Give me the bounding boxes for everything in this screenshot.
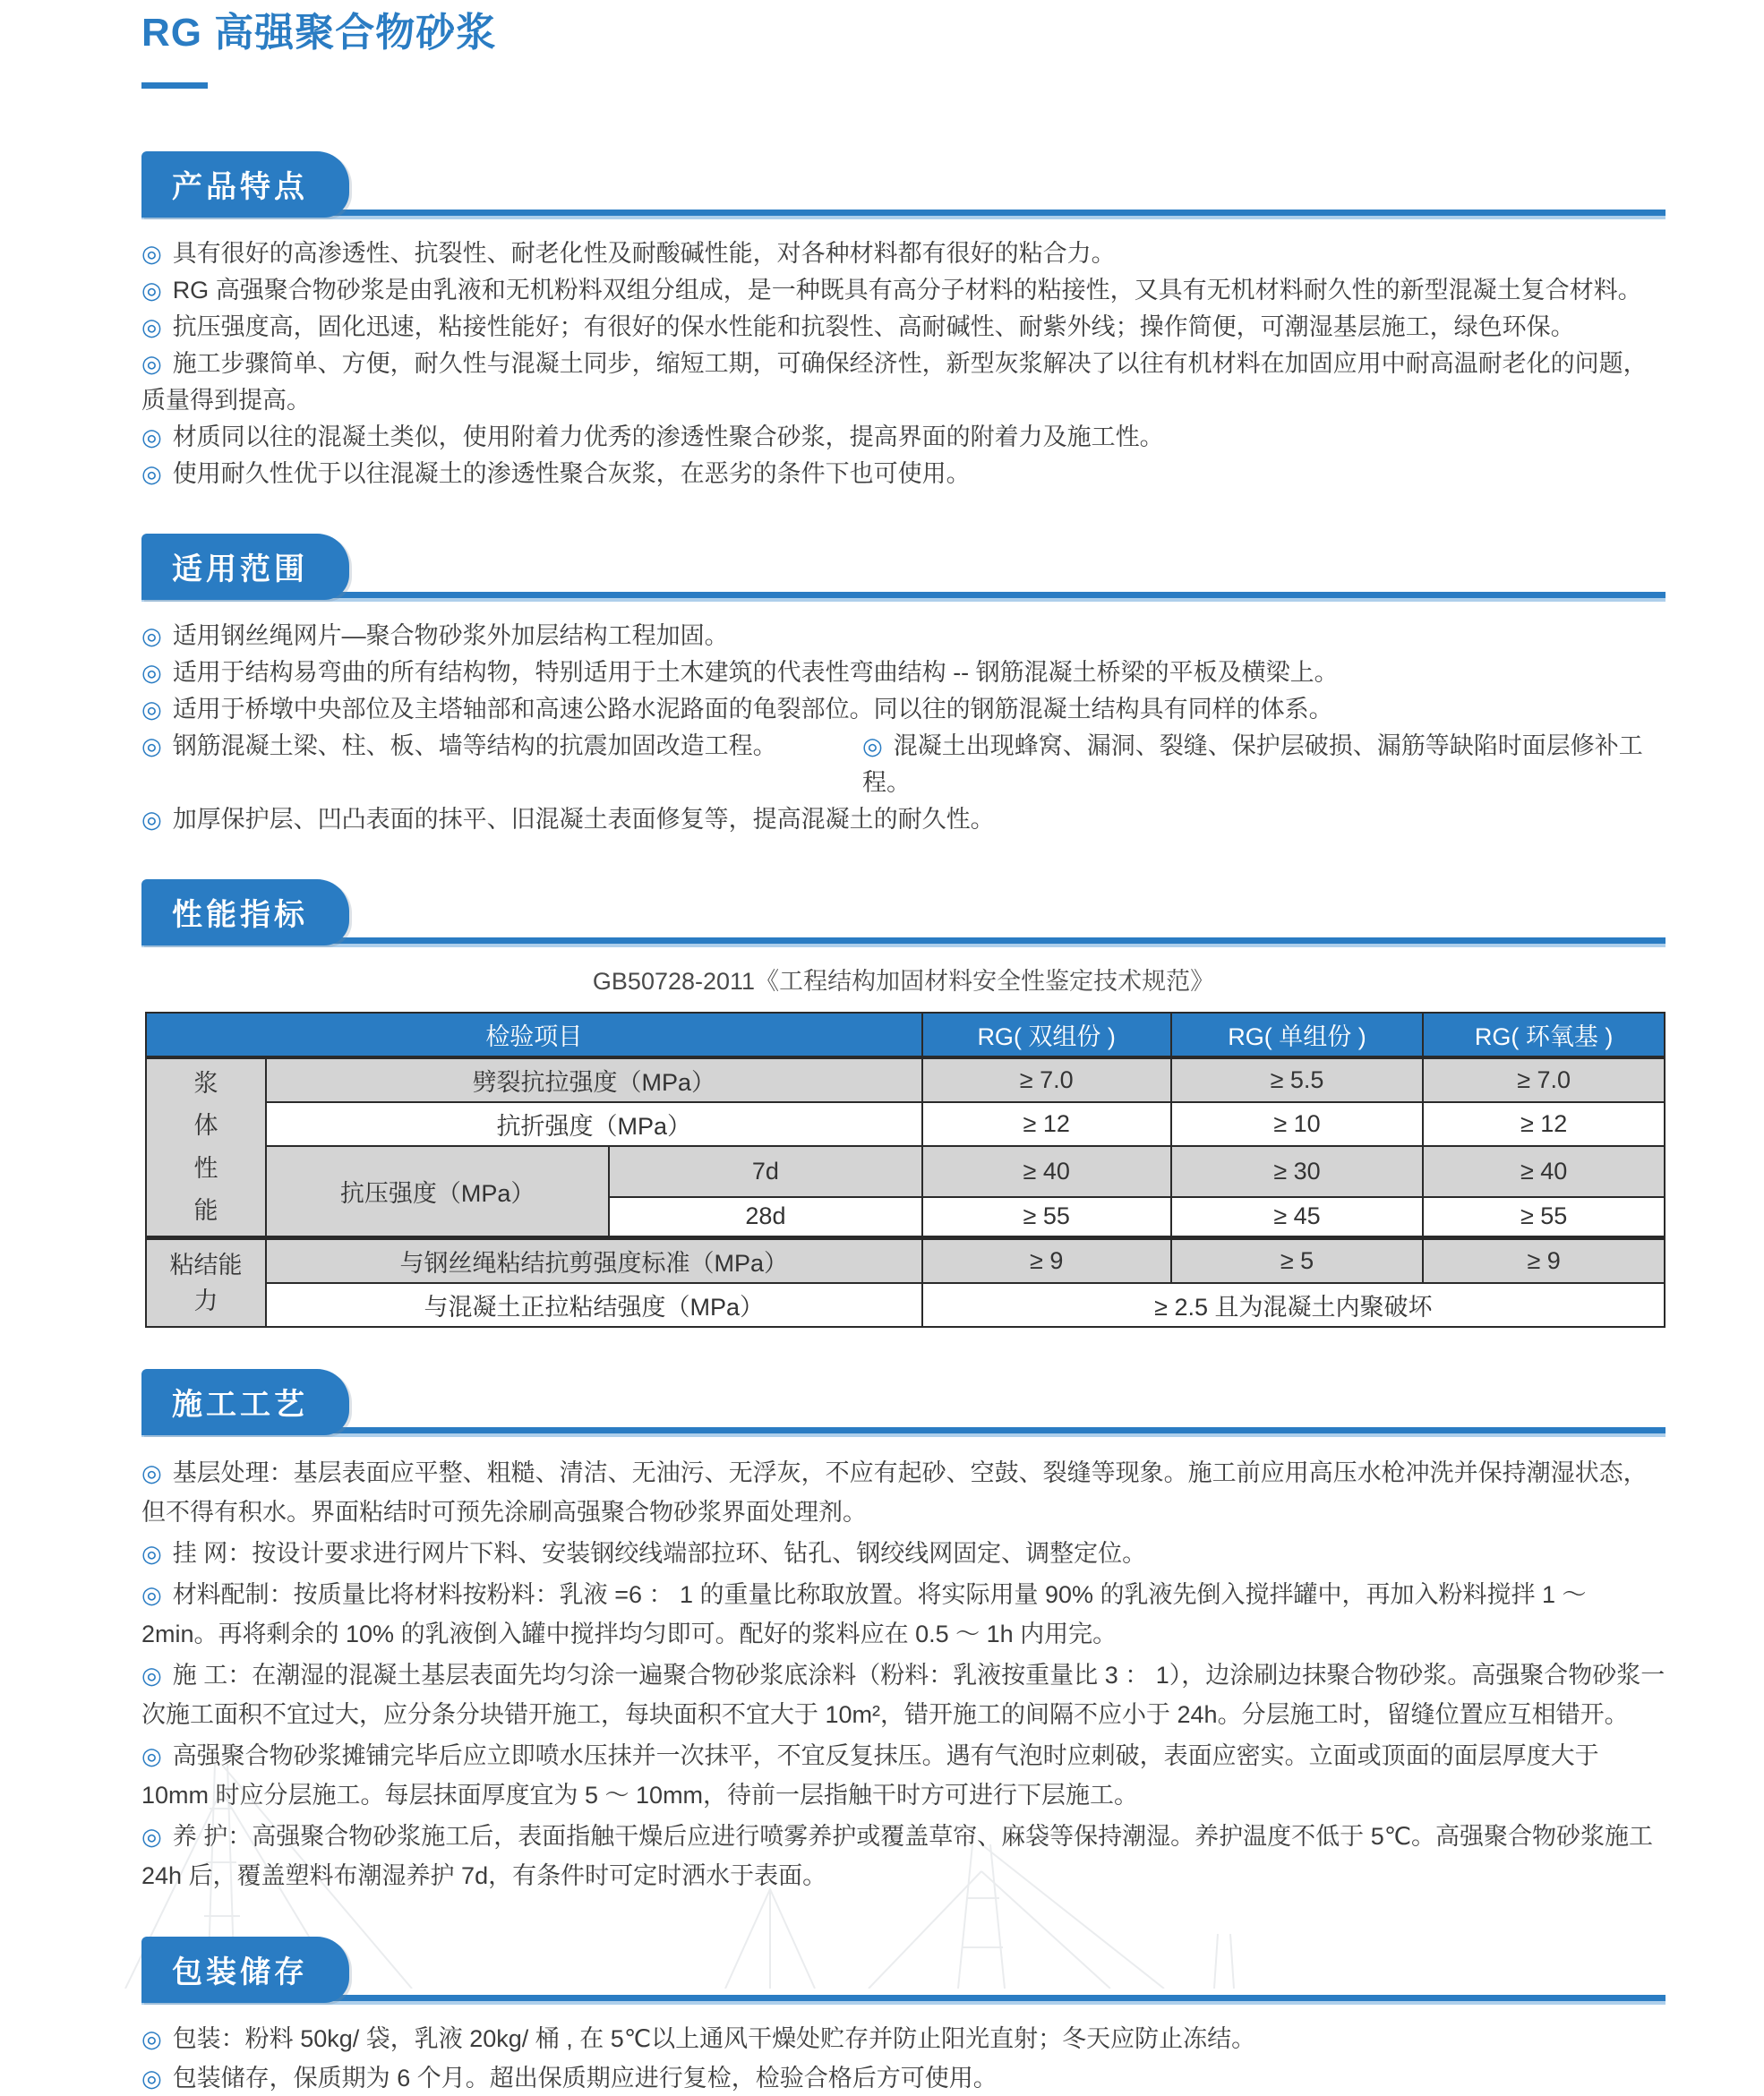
bullet-icon: ◎: [141, 696, 162, 723]
bullet-icon: ◎: [141, 1742, 162, 1769]
list-item-text: 材质同以往的混凝土类似，使用附着力优秀的渗透性聚合砂浆，提高界面的附着力及施工性。: [172, 423, 1164, 450]
packaging-list: [141, 2021, 1666, 2096]
list-item-segment: [141, 277, 1642, 304]
scope-list: [141, 618, 1666, 838]
header-cell-rg-epoxy: RG( 环氧基 ): [1423, 1013, 1665, 1057]
list-item-segment: [141, 460, 971, 487]
list-item-segment: [141, 240, 1116, 267]
subitem-cell-28d: 28d: [609, 1197, 921, 1238]
list-item: [141, 654, 1666, 691]
value-cell: ≥ 40: [922, 1146, 1171, 1197]
bullet-icon: ◎: [141, 1662, 162, 1689]
value-cell: ≥ 5: [1171, 1238, 1424, 1284]
bullet-icon: ◎: [141, 240, 162, 267]
section-header: [141, 1369, 1666, 1437]
value-cell: ≥ 40: [1423, 1146, 1665, 1197]
bullet-icon: ◎: [141, 460, 162, 487]
list-item-text: 养 护：高强聚合物砂浆施工后，表面指触干燥后应进行喷雾养护或覆盖草帘、麻袋等保持潮湿。养护温度不低于 5℃。高强聚合物砂浆施工 24h 后，覆盖塑料布潮湿养护 7d，有条件时可定时洒水于表面。: [141, 1823, 1654, 1889]
value-cell: ≥ 10: [1171, 1102, 1424, 1146]
table-row: [146, 1146, 1665, 1197]
feature-list: [141, 235, 1666, 492]
performance-table: [145, 1012, 1666, 1328]
group-cell-slurry-properties: 浆体性能: [146, 1057, 266, 1238]
table-row: [146, 1102, 1665, 1146]
list-item: [141, 1817, 1666, 1895]
section-title-text: 产品特点: [172, 170, 308, 204]
list-item: [141, 309, 1666, 346]
list-item-text: 施工步骤简单、方便，耐久性与混凝土同步，缩短工期，可确保经济性，新型灰浆解决了以往有机材料在加固应用中耐高温耐老化的问题，质量得到提高。: [141, 350, 1648, 414]
bullet-icon: ◎: [141, 622, 162, 649]
section-title-tab: [141, 879, 349, 945]
section-title-text: 适用范围: [172, 552, 308, 586]
bullet-icon: ◎: [141, 277, 162, 304]
section-performance-index: [141, 879, 1666, 1328]
list-item: [141, 456, 1666, 492]
list-item: [141, 346, 1666, 419]
list-item-segment: [141, 728, 862, 801]
bullet-icon: ◎: [141, 1540, 162, 1567]
table-caption: GB50728-2011《工程结构加固材料安全性鉴定技术规范》: [592, 968, 1215, 995]
bullet-icon: ◎: [141, 2025, 162, 2052]
list-item-segment: [862, 728, 1666, 801]
section-title-tab: [141, 534, 349, 600]
bullet-icon: ◎: [141, 1581, 162, 1608]
table-row: [146, 1238, 1665, 1284]
section-title-text: 性能指标: [172, 898, 308, 932]
list-item-text: 包装：粉料 50kg/ 袋，乳液 20kg/ 桶 , 在 5℃以上通风干燥处贮存并防止阳光直射；冬天应防止冻结。: [172, 2025, 1256, 2052]
list-item-text: 材料配制：按质量比将材料按粉料：乳液 =6 ： 1 的重量比称取放置。将实际用量 90% 的乳液先倒入搅拌罐中，再加入粉料搅拌 1 ～ 2min。再将剩余的 10% 的乳液倒入罐中搅拌均匀即可。配好的浆料应在 0.5 ～ 1h 内用完。: [141, 1581, 1587, 1647]
merged-value-cell: ≥ 2.5 且为混凝土内聚破坏: [922, 1283, 1665, 1327]
list-item: [141, 419, 1666, 456]
bullet-icon: ◎: [141, 659, 162, 686]
list-item-text: 抗压强度高，固化迅速，粘接性能好；有很好的保水性能和抗裂性、高耐碱性、耐紫外线；操作简便，可潮湿基层施工，绿色环保。: [172, 313, 1575, 340]
list-item: [141, 1655, 1666, 1734]
table-row: [146, 1057, 1665, 1102]
list-item-text: 包装储存，保质期为 6 个月。超出保质期应进行复检，检验合格后方可使用。: [172, 2065, 998, 2092]
bullet-icon: ◎: [141, 2065, 162, 2092]
subitem-cell-7d: 7d: [609, 1146, 921, 1197]
value-cell: ≥ 9: [1423, 1238, 1665, 1284]
list-item-segment: [141, 1823, 1653, 1889]
list-item: [141, 691, 1666, 728]
value-cell: ≥ 12: [1423, 1102, 1665, 1146]
list-item-text: 挂 网：按设计要求进行网片下料、安装钢绞线端部拉环、钻孔、钢绞线网固定、调整定位。: [172, 1540, 1147, 1567]
list-item-text: 基层处理：基层表面应平整、粗糙、清洁、无油污、无浮灰，不应有起砂、空鼓、裂缝等现象。施工前应用高压水枪冲洗并保持潮湿状态，但不得有积水。界面粘结时可预先涂刷高强聚合物砂浆界面处理剂。: [141, 1459, 1648, 1526]
list-item-segment: [141, 2025, 1255, 2052]
header-cell-rg-one-part: RG( 单组份 ): [1171, 1013, 1424, 1057]
bullet-icon: ◎: [141, 350, 162, 377]
bullet-icon: ◎: [141, 1459, 162, 1486]
value-cell: ≥ 55: [1423, 1197, 1665, 1238]
list-item-segment: [141, 806, 995, 833]
page-title: RG 高强聚合物砂浆: [141, 11, 497, 55]
bullet-icon: ◎: [141, 423, 162, 450]
list-item-segment: [141, 659, 1339, 686]
list-item-segment: [141, 1459, 1648, 1526]
section-title-tab: [141, 151, 349, 218]
title-underline-decoration: [141, 82, 208, 89]
section-header: [141, 151, 1666, 219]
table-header-row: [146, 1013, 1665, 1057]
list-item-text: 适用于结构易弯曲的所有结构物，特别适用于土木建筑的代表性弯曲结构 -- 钢筋混凝土桥梁的平板及横梁上。: [172, 659, 1339, 686]
header-cell-item: 检验项目: [146, 1013, 922, 1057]
list-item-segment: [141, 1662, 1665, 1728]
value-cell: ≥ 55: [922, 1197, 1171, 1238]
list-item-text: 加厚保护层、凹凸表面的抹平、旧混凝土表面修复等，提高混凝土的耐久性。: [172, 806, 995, 833]
list-item-text: 使用耐久性优于以往混凝土的渗透性聚合灰浆，在恶劣的条件下也可使用。: [172, 460, 971, 487]
list-item-text: RG 高强聚合物砂浆是由乳液和无机粉料双组分组成，是一种既具有高分子材料的粘接性，又具有无机材料耐久性的新型混凝土复合材料。: [172, 277, 1642, 304]
list-item: [141, 1534, 1666, 1573]
list-item-segment: [141, 2065, 998, 2092]
construction-list: [141, 1453, 1666, 1895]
item-cell: 与钢丝绳粘结抗剪强度标准（MPa）: [266, 1238, 922, 1284]
list-item: [141, 1575, 1666, 1654]
list-item: [141, 801, 1666, 838]
group-cell-bonding-capacity: 粘结能力: [146, 1238, 266, 1328]
list-item-segment: [141, 1581, 1587, 1647]
section-construction-process: [141, 1369, 1666, 1895]
section-header-rule: [141, 1427, 1666, 1437]
section-header-rule: [141, 1995, 1666, 2005]
list-item-segment: [141, 622, 729, 649]
section-product-features: [141, 151, 1666, 492]
list-item: [141, 235, 1666, 272]
list-item-segment: [141, 1742, 1599, 1809]
value-cell: ≥ 7.0: [922, 1057, 1171, 1102]
bullet-icon: ◎: [141, 313, 162, 340]
list-item: [141, 728, 1666, 801]
value-cell: ≥ 9: [922, 1238, 1171, 1284]
list-item-text: 施 工：在潮湿的混凝土基层表面先均匀涂一遍聚合物砂浆底涂料（粉料：乳液按重量比 3 ： 1），边涂刷边抹聚合物砂浆。高强聚合物砂浆一次施工面积不宜过大，应分条分块错开施工，每块面积不宜大于 10m²，错开施工的间隔不应小于 24h。分层施工时，留缝位置应互相错开。: [141, 1662, 1666, 1728]
item-cell: 劈裂抗拉强度（MPa）: [266, 1057, 922, 1102]
bullet-icon: ◎: [141, 1823, 162, 1850]
section-title-text: 包装储存: [172, 1955, 308, 1989]
list-item-text: 高强聚合物砂浆摊铺完毕后应立即喷水压抹并一次抹平，不宜反复抹压。遇有气泡时应刺破，表面应密实。立面或顶面的面层厚度大于 10mm 时应分层施工。每层抹面厚度宜为 5 ～ 10mm，待前一层指触干时方可进行下层施工。: [141, 1742, 1599, 1809]
section-packaging-storage: [141, 1937, 1666, 2096]
section-header-rule: [141, 210, 1666, 219]
item-cell: 与混凝土正拉粘结强度（MPa）: [266, 1283, 922, 1327]
list-item-segment: [141, 423, 1164, 450]
list-item-segment: [141, 1540, 1146, 1567]
list-item-segment: [141, 313, 1575, 340]
item-cell-compressive-strength: 抗压强度（MPa）: [266, 1146, 609, 1238]
value-cell: ≥ 30: [1171, 1146, 1424, 1197]
bullet-icon: ◎: [141, 732, 162, 759]
list-item-text: 具有很好的高渗透性、抗裂性、耐老化性及耐酸碱性能，对各种材料都有很好的粘合力。: [172, 240, 1116, 267]
value-cell: ≥ 45: [1171, 1197, 1424, 1238]
list-item: [141, 272, 1666, 309]
list-item-segment: [141, 350, 1648, 414]
header-cell-rg-two-part: RG( 双组份 ): [922, 1013, 1171, 1057]
bullet-icon: ◎: [862, 732, 883, 759]
list-item: [141, 1453, 1666, 1532]
list-item: [141, 2021, 1666, 2057]
section-title-tab: [141, 1937, 349, 2003]
value-cell: ≥ 12: [922, 1102, 1171, 1146]
performance-table-wrap: [145, 1012, 1666, 1328]
list-item-text: 适用于桥墩中央部位及主塔轴部和高速公路水泥路面的龟裂部位。同以往的钢筋混凝土结构具有同样的体系。: [172, 696, 1333, 723]
section-header: [141, 879, 1666, 947]
list-item: [141, 1736, 1666, 1815]
list-item-segment: [141, 696, 1333, 723]
section-title-text: 施工工艺: [172, 1388, 308, 1422]
list-item-text: 适用钢丝绳网片—聚合物砂浆外加层结构工程加固。: [172, 622, 729, 649]
section-header: [141, 534, 1666, 602]
list-item: [141, 618, 1666, 654]
value-cell: ≥ 7.0: [1423, 1057, 1665, 1102]
table-row: [146, 1283, 1665, 1327]
list-item-text: 混凝土出现蜂窝、漏洞、裂缝、保护层破损、漏筋等缺陷时面层修补工程。: [862, 732, 1643, 796]
section-header-rule: [141, 592, 1666, 602]
list-item-text: 钢筋混凝土梁、柱、板、墙等结构的抗震加固改造工程。: [172, 732, 777, 759]
section-title-tab: [141, 1369, 349, 1435]
section-header: [141, 1937, 1666, 2005]
bullet-icon: ◎: [141, 806, 162, 833]
value-cell: ≥ 5.5: [1171, 1057, 1424, 1102]
list-item: [141, 2060, 1666, 2096]
section-header-rule: [141, 937, 1666, 947]
item-cell: 抗折强度（MPa）: [266, 1102, 922, 1146]
section-application-scope: [141, 534, 1666, 838]
